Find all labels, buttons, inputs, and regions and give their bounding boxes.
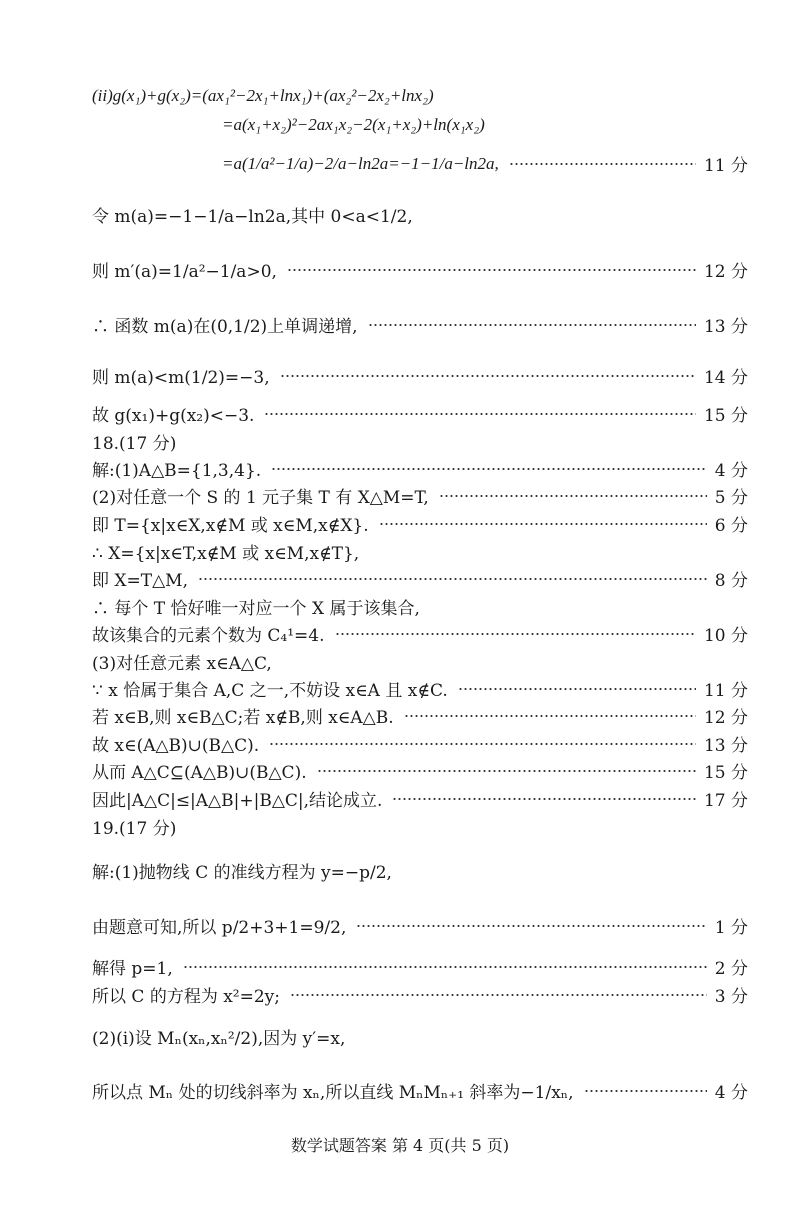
- line-m-bound: [92, 363, 748, 388]
- score-label: 12 分: [703, 262, 748, 282]
- score-label: 13 分: [703, 736, 748, 756]
- line-18-1: [92, 456, 748, 481]
- score-label: 6 分: [714, 516, 748, 536]
- leader-dots: [458, 688, 696, 690]
- score-label: 15 分: [703, 406, 748, 426]
- leader-dots: [290, 994, 707, 996]
- score-label: 3 分: [714, 987, 748, 1007]
- leader-dots: [287, 269, 696, 271]
- line-text: 18.(17 分): [92, 434, 177, 454]
- line-g-sum: [92, 86, 748, 106]
- score-label: 17 分: [703, 791, 748, 811]
- line-18-unique: [92, 594, 748, 619]
- score-label: 15 分: [703, 763, 748, 783]
- line-text: ∴ X={x|x∈T,x∉M 或 x∈M,x∉T},: [92, 544, 360, 564]
- score-label: 11 分: [703, 681, 748, 701]
- line-text: 解得 p=1,: [92, 959, 173, 979]
- problem-18-heading: [92, 429, 748, 454]
- line-19-p: [92, 954, 748, 979]
- line-text: 所以点 Mₙ 处的切线斜率为 xₙ,所以直线 MₙMₙ₊₁ 斜率为−1/xₙ,: [92, 1083, 574, 1103]
- problem-19-heading: [92, 814, 748, 839]
- line-19-directrix: [92, 858, 748, 883]
- line-text: 解:(1)抛物线 C 的准线方程为 y=−p/2,: [92, 863, 392, 883]
- line-text: 则 m′(a)=1/a²−1/a>0,: [92, 262, 277, 282]
- leader-dots: [269, 743, 696, 745]
- leader-dots: [439, 495, 707, 497]
- score-label: 14 分: [703, 368, 748, 388]
- line-text: 所以 C 的方程为 x²=2y;: [92, 987, 281, 1007]
- line-18-3: [92, 649, 748, 674]
- line-18-3-assume: [92, 676, 748, 701]
- line-text: =a(1/a²−1/a)−2/a−ln2a=−1−1/a−ln2a,: [222, 153, 499, 173]
- line-text: (2)对任意一个 S 的 1 元子集 T 有 X△M=T,: [92, 488, 429, 508]
- leader-dots: [183, 966, 707, 968]
- line-18-3-cases: [92, 703, 748, 728]
- line-18-3-conclusion: [92, 786, 748, 811]
- leader-dots: [335, 633, 696, 635]
- line-m-derivative: [92, 257, 748, 282]
- score-label: 10 分: [703, 626, 748, 646]
- leader-dots: [198, 578, 707, 580]
- score-label: 5 分: [714, 488, 748, 508]
- score-label: 1 分: [714, 918, 748, 938]
- leader-dots: [356, 925, 706, 927]
- line-text: ∵ x 恰属于集合 A,C 之一,不妨设 x∈A 且 x∉C.: [92, 681, 448, 701]
- line-text: 因此|A△C|≤|A△B|+|B△C|,结论成立.: [92, 791, 383, 811]
- page-footer: 数学试题答案 第 4 页(共 5 页): [290, 1136, 510, 1155]
- line-18-X-eq: [92, 566, 748, 591]
- line-text: 则 m(a)<m(1/2)=−3,: [92, 368, 270, 388]
- score-label: 2 分: [714, 959, 748, 979]
- line-text: ∴ 每个 T 恰好唯一对应一个 X 属于该集合,: [92, 599, 420, 619]
- line-text: 解:(1)A△B={1,3,4}.: [92, 461, 262, 481]
- leader-dots: [368, 324, 696, 326]
- line-text: 若 x∈B,则 x∈B△C;若 x∉B,则 x∈A△B.: [92, 708, 394, 728]
- line-18-2: [92, 483, 748, 508]
- score-label: 8 分: [714, 571, 748, 591]
- score-label: 12 分: [703, 708, 748, 728]
- score-label: 11 分: [703, 156, 748, 176]
- line-increasing: [92, 312, 748, 337]
- line-text: (2)(i)设 Mₙ(xₙ,xₙ²/2),因为 y′=x,: [92, 1029, 346, 1049]
- leader-dots: [379, 523, 707, 525]
- line-g-expand: [222, 115, 748, 135]
- line-text: 从而 A△C⊆(A△B)∪(B△C).: [92, 763, 307, 783]
- line-text: (3)对任意元素 x∈A△C,: [92, 654, 272, 674]
- leader-dots: [584, 1090, 707, 1092]
- line-18-count: [92, 621, 748, 646]
- line-18-3-subset: [92, 758, 748, 783]
- line-18-3-union: [92, 731, 748, 756]
- line-text: 即 T={x|x∈X,x∉M 或 x∈M,x∉X}.: [92, 516, 369, 536]
- line-19-condition: [92, 913, 748, 938]
- leader-dots: [280, 375, 696, 377]
- leader-dots: [317, 770, 696, 772]
- line-text: 令 m(a)=−1−1/a−ln2a,其中 0<a<1/2,: [92, 207, 413, 227]
- score-label: 13 分: [703, 317, 748, 337]
- line-19-equation: [92, 982, 748, 1007]
- line-text: (ii)g(x₁)+g(x₂)=(ax₁²−2x₁+lnx₁)+(ax₂²−2x₂+lnx₂): [92, 86, 434, 105]
- line-text: 故 x∈(A△B)∪(B△C).: [92, 736, 260, 756]
- line-text: 即 X=T△M,: [92, 571, 188, 591]
- leader-dots: [271, 468, 707, 470]
- score-label: 4 分: [714, 461, 748, 481]
- line-text: 19.(17 分): [92, 819, 177, 839]
- line-19-2-i: [92, 1024, 748, 1049]
- leader-dots: [392, 798, 696, 800]
- line-text: 故该集合的元素个数为 C₄¹=4.: [92, 626, 325, 646]
- score-label: 4 分: [714, 1083, 748, 1103]
- line-text: ∴ 函数 m(a)在(0,1/2)上单调递增,: [92, 317, 358, 337]
- line-19-slope: [92, 1078, 748, 1103]
- line-text: =a(x₁+x₂)²−2ax₁x₂−2(x₁+x₂)+ln(x₁x₂): [222, 115, 485, 134]
- line-g-simplify: [222, 151, 748, 176]
- line-text: 由题意可知,所以 p/2+3+1=9/2,: [92, 918, 347, 938]
- line-define-m: [92, 202, 748, 227]
- line-text: 故 g(x₁)+g(x₂)<−3.: [92, 406, 255, 426]
- leader-dots: [509, 163, 696, 165]
- line-conclusion-17: [92, 401, 748, 426]
- line-18-X: [92, 539, 748, 564]
- leader-dots: [264, 413, 695, 415]
- leader-dots: [404, 715, 696, 717]
- line-18-T: [92, 511, 748, 536]
